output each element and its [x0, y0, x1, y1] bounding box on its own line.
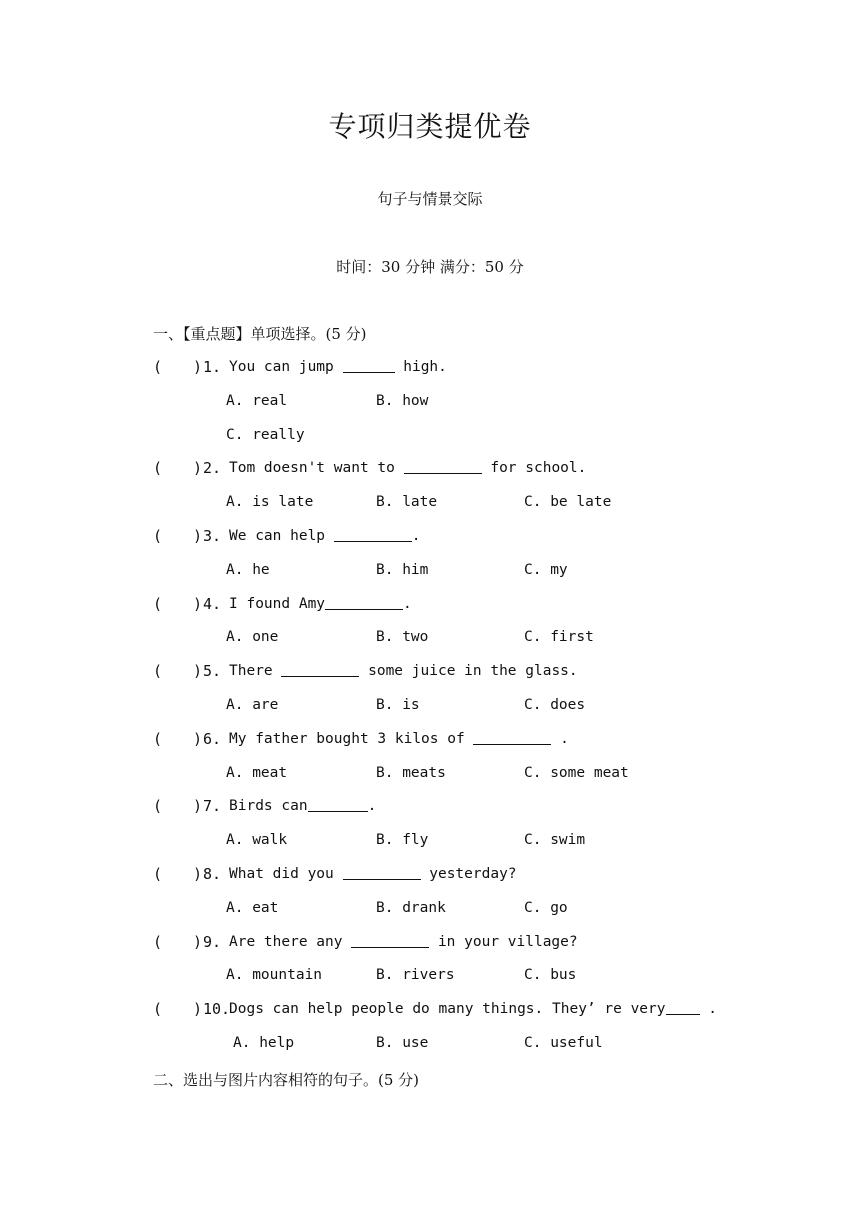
- question-row: [0, 723, 860, 757]
- option-a: A. he: [226, 561, 270, 578]
- answer-paren-open: (: [153, 594, 163, 613]
- question-text-before-blank: Tom doesn't want to: [229, 460, 404, 477]
- question-text: [229, 858, 517, 892]
- question-number: 3.: [203, 526, 222, 545]
- options-row: [0, 621, 860, 655]
- question-text-before-blank: Dogs can help people do many things. They’ re very: [229, 1001, 666, 1018]
- question-text-before-blank: There: [229, 663, 282, 680]
- question-number: 1.: [203, 358, 222, 376]
- options-row: [0, 892, 860, 926]
- option-a: A. is late: [226, 494, 314, 511]
- question-number: 5.: [203, 662, 222, 681]
- question-text-before-blank: We can help: [229, 527, 334, 544]
- question-text: [229, 520, 421, 554]
- option-b: B. use: [376, 1034, 429, 1051]
- option-b: B. two: [376, 629, 429, 646]
- answer-paren-open: (: [153, 358, 163, 376]
- option-c: C. really: [226, 426, 305, 443]
- option-b: B. rivers: [376, 967, 455, 984]
- answer-blank: [325, 594, 403, 610]
- question-row: [0, 993, 860, 1027]
- answer-paren-open: (: [153, 932, 163, 951]
- question-text-after-blank: .: [699, 1001, 717, 1018]
- option-c: C. my: [524, 561, 568, 578]
- question-text: [229, 926, 578, 960]
- answer-blank: [343, 864, 421, 880]
- option-b: B. meats: [376, 764, 446, 781]
- option-a: A. eat: [226, 899, 279, 916]
- option-c: C. swim: [524, 832, 586, 849]
- question-number: 7.: [203, 797, 222, 816]
- option-c: C. go: [524, 899, 568, 916]
- question-text: [229, 993, 717, 1027]
- option-b: B. is: [376, 696, 420, 713]
- answer-blank: [334, 526, 412, 542]
- question-text-after-blank: .: [411, 527, 421, 544]
- option-a: A. help: [233, 1034, 295, 1051]
- question-text-after-blank: some juice in the glass.: [359, 663, 578, 680]
- page-subtitle: 句子与情景交际: [377, 190, 483, 208]
- question-number: 8.: [203, 864, 222, 883]
- options-row: [0, 385, 860, 419]
- answer-paren-open: (: [153, 662, 163, 681]
- answer-blank: [404, 459, 482, 475]
- answer-paren-close: ): [193, 1000, 203, 1019]
- section-2-header: 二、选出与图片内容相符的句子。(5 分): [153, 1071, 420, 1089]
- answer-paren-close: ): [193, 729, 203, 748]
- exam-meta: 时间：30 分钟 满分：50 分: [336, 258, 524, 276]
- option-b: B. him: [376, 561, 429, 578]
- option-a: A. mountain: [226, 967, 323, 984]
- options-row: [0, 959, 860, 993]
- question-text-before-blank: I found Amy: [229, 595, 326, 612]
- option-b: B. fly: [376, 832, 429, 849]
- answer-paren-open: (: [153, 1000, 163, 1019]
- question-list: [0, 351, 860, 1061]
- answer-paren-close: ): [193, 797, 203, 816]
- question-text-after-blank: .: [551, 730, 569, 747]
- question-text-before-blank: Are there any: [229, 933, 352, 950]
- question-text: [229, 452, 586, 486]
- question-text-after-blank: .: [367, 798, 377, 815]
- question-text: [229, 655, 578, 689]
- answer-blank: [473, 729, 551, 745]
- option-b: B. late: [376, 494, 438, 511]
- answer-paren-close: ): [193, 662, 203, 681]
- question-row: [0, 926, 860, 960]
- question-text: [229, 723, 569, 757]
- question-row: [0, 858, 860, 892]
- options-row: [0, 824, 860, 858]
- question-text-after-blank: .: [403, 595, 412, 612]
- answer-paren-open: (: [153, 797, 163, 816]
- option-c: C. first: [524, 629, 594, 646]
- answer-paren-close: ): [193, 594, 203, 613]
- section-1-header: 一、【重点题】单项选择。(5 分): [153, 325, 367, 343]
- question-number: 9.: [203, 932, 222, 951]
- question-text: [229, 790, 376, 824]
- question-text-before-blank: Birds can: [229, 798, 308, 815]
- options-row: [0, 419, 860, 453]
- answer-paren-close: ): [193, 526, 203, 545]
- answer-paren-close: ): [193, 932, 203, 951]
- question-number: 4.: [203, 594, 222, 613]
- answer-paren-close: ): [193, 358, 203, 376]
- option-b: B. drank: [376, 899, 446, 916]
- option-a: A. walk: [226, 832, 288, 849]
- answer-paren-open: (: [153, 864, 163, 883]
- option-c: C. some meat: [524, 764, 629, 781]
- question-number: 10.: [203, 1000, 231, 1019]
- question-text-after-blank: in your village?: [429, 933, 578, 950]
- question-text-before-blank: What did you: [229, 865, 343, 882]
- question-text-before-blank: My father bought 3 kilos of: [229, 730, 474, 747]
- page-title: 专项归类提优卷: [328, 110, 532, 143]
- question-row: [0, 655, 860, 689]
- question-row: [0, 452, 860, 486]
- option-c: C. bus: [524, 967, 577, 984]
- option-b: B. how: [376, 392, 429, 409]
- answer-paren-open: (: [153, 459, 163, 478]
- answer-blank: [281, 662, 359, 678]
- answer-blank: [666, 1000, 700, 1016]
- option-c: C. does: [524, 696, 586, 713]
- answer-paren-open: (: [153, 526, 163, 545]
- question-row: [0, 588, 860, 622]
- question-text: [229, 351, 447, 385]
- answer-blank: [308, 797, 368, 813]
- options-row: [0, 1027, 860, 1061]
- question-text-after-blank: high.: [394, 359, 447, 375]
- option-a: A. real: [226, 392, 288, 409]
- question-text: [229, 588, 412, 622]
- question-text-after-blank: yesterday?: [420, 865, 517, 882]
- option-a: A. are: [226, 696, 279, 713]
- question-text-after-blank: for school.: [481, 460, 587, 477]
- answer-paren-open: (: [153, 729, 163, 748]
- question-text-before-blank: You can jump: [229, 359, 343, 375]
- option-c: C. useful: [524, 1034, 603, 1051]
- question-row: [0, 790, 860, 824]
- options-row: [0, 554, 860, 588]
- answer-paren-close: ): [193, 864, 203, 883]
- question-row: [0, 520, 860, 554]
- options-row: [0, 689, 860, 723]
- answer-blank: [351, 932, 429, 948]
- option-a: A. one: [226, 629, 279, 646]
- question-row: [0, 351, 860, 385]
- option-a: A. meat: [226, 764, 288, 781]
- question-number: 6.: [203, 729, 222, 748]
- options-row: [0, 486, 860, 520]
- answer-paren-close: ): [193, 459, 203, 478]
- options-row: [0, 757, 860, 791]
- question-number: 2.: [203, 459, 222, 478]
- answer-blank: [343, 358, 395, 374]
- option-c: C. be late: [524, 494, 612, 511]
